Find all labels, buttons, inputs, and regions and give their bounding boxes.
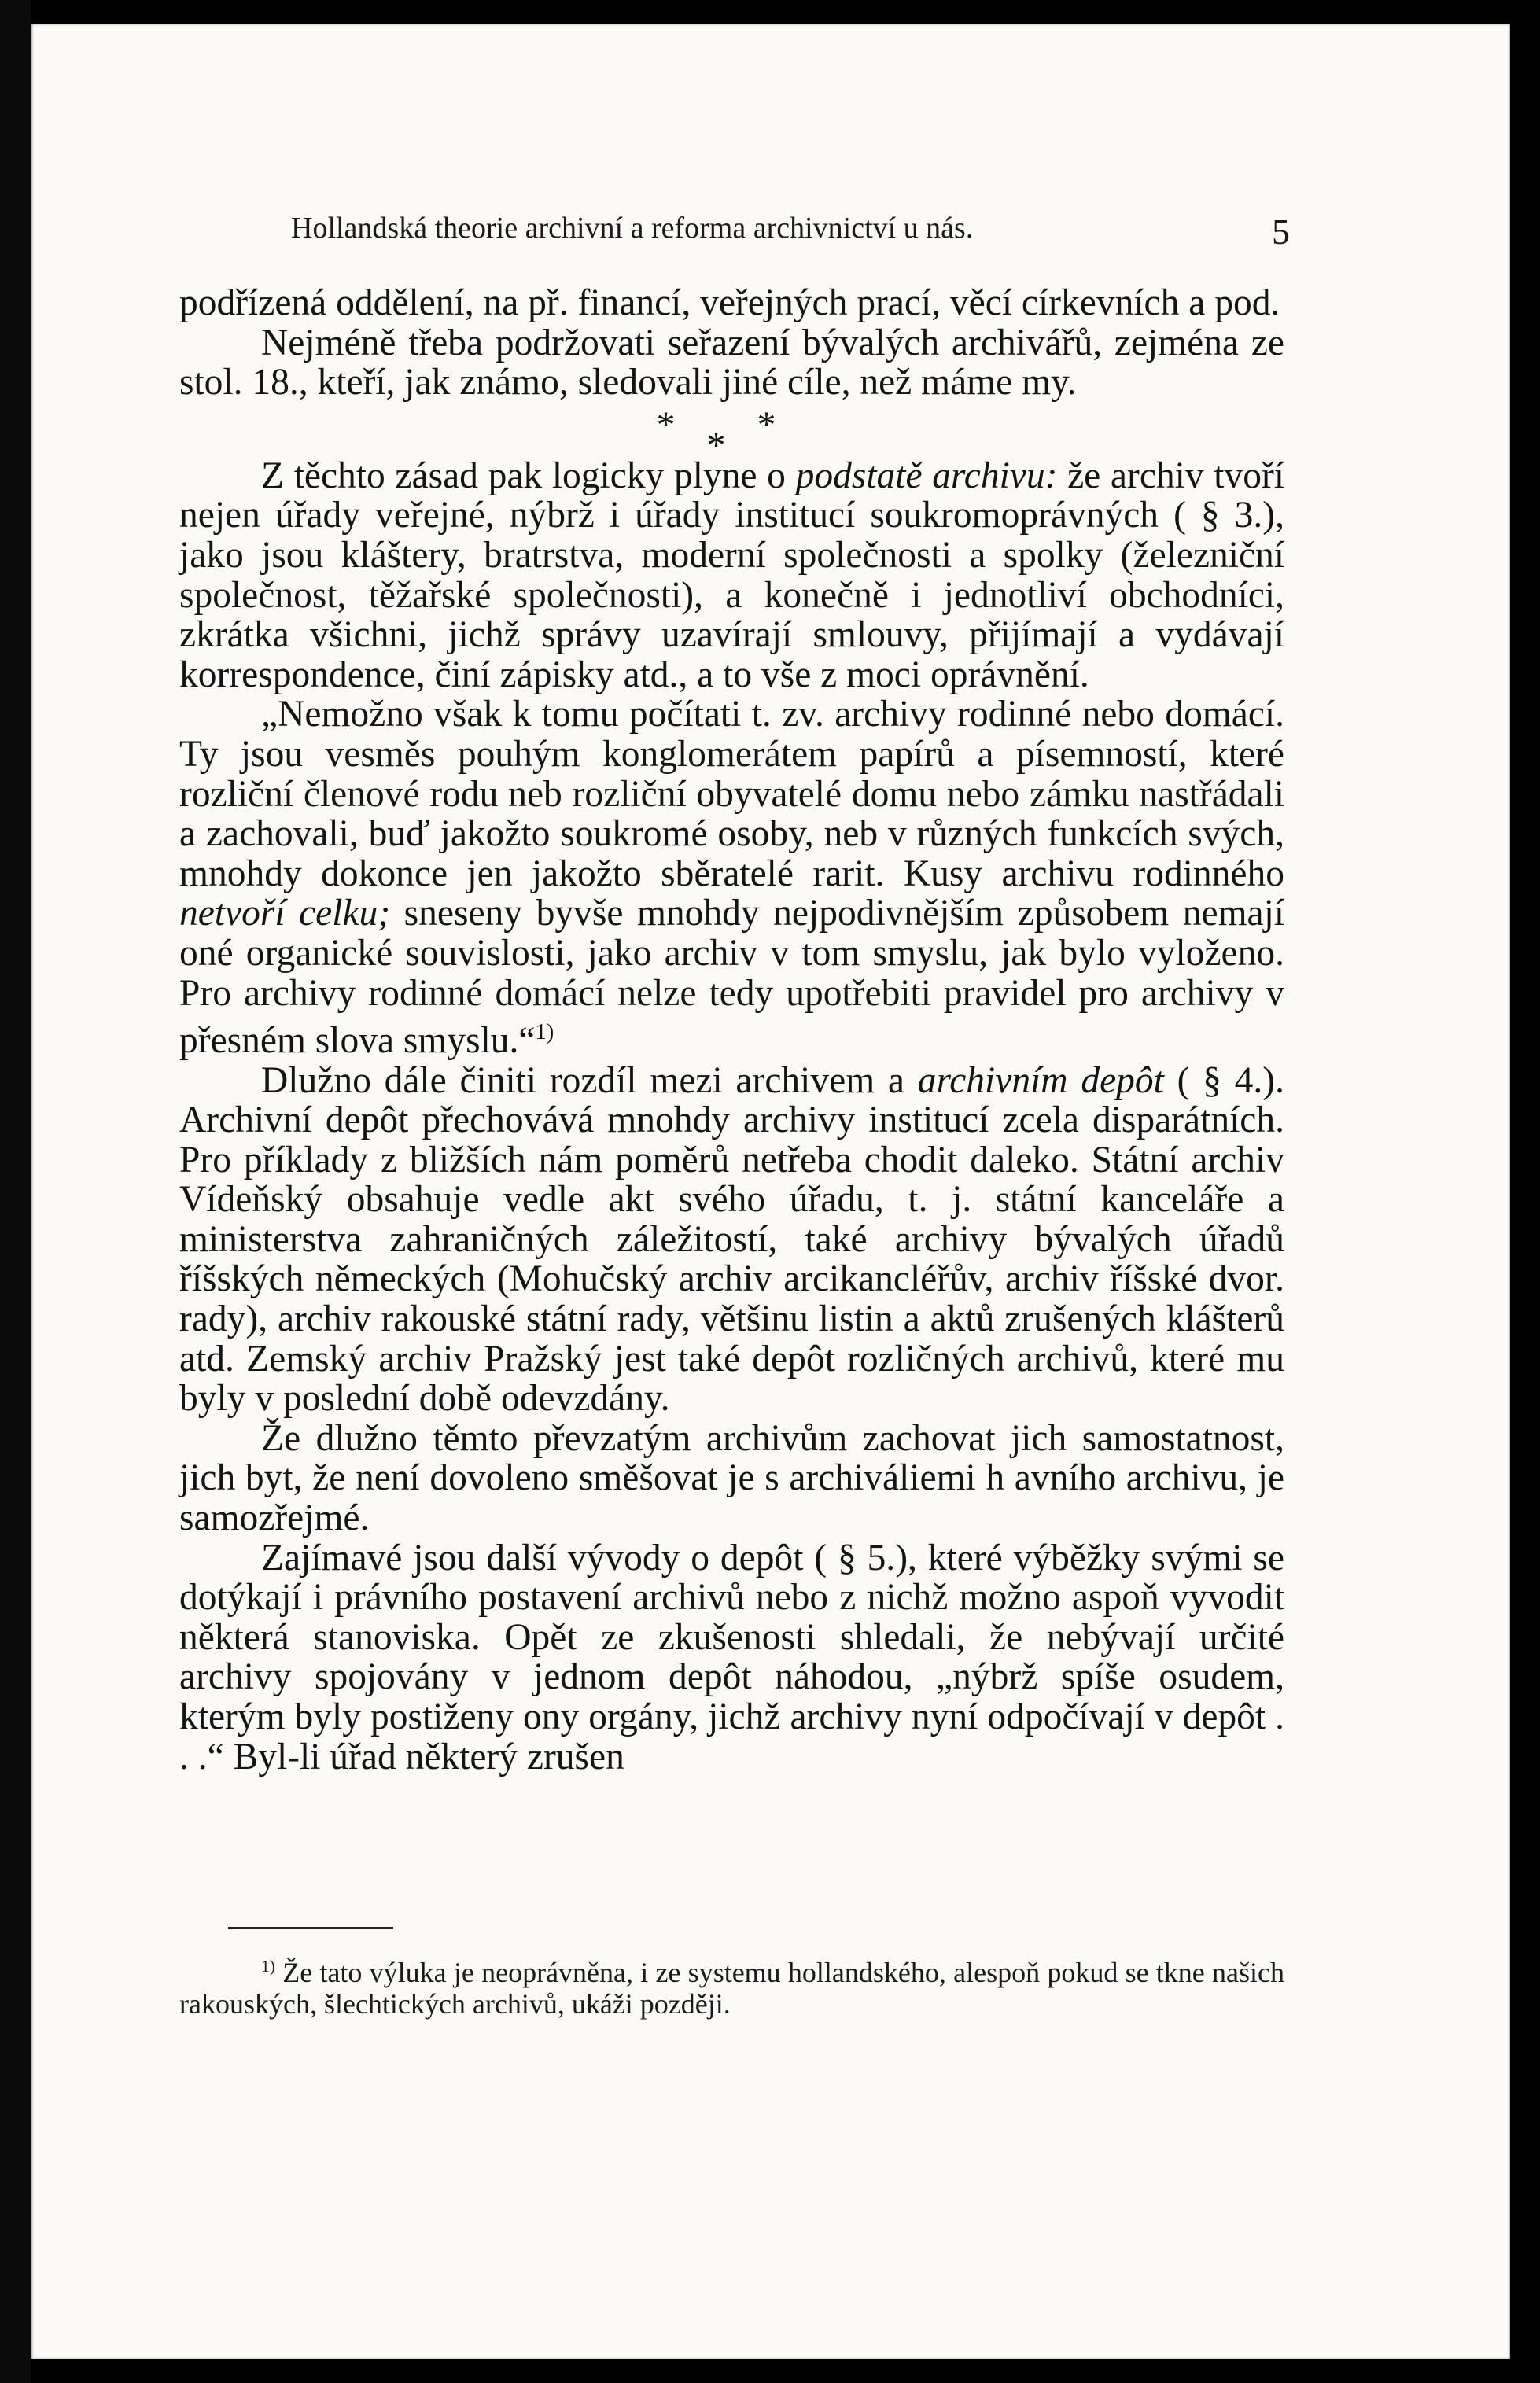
text-run: sneseny byvše mnohdy nejpodivnějším způsobem nemají oné organické souvislosti, jako archiv v tom smyslu, jak bylo vyloženo. Pro archivy rodinné domácí nelze tedy upotřebiti pravidel pro archivy v přesném slova smyslu.“ [179,893,1285,1061]
paragraph: Že dlužno těmto převzatým archivům zachovat jich samostatnost, jich byt, že není dovoleno směšovat je s archiváliemi h avního archivu, je samozřejmé. [179,1417,1284,1539]
scan-border [0,0,31,2383]
paragraph: Zajímavé jsou další výv‍ody o depôt ( § 5.), které výběžky svými se dotýkají i právního postavení archivů nebo z nichž možno aspoň vyvodit některá stanoviska. Opět ze zkušenosti shledali, že nebývají určité archivy spojovány v jednom depôt náhodou, „nýbrž spíše osudem, kterým byly postiženy ony orgány, jichž archivy nyní odpočívají v depôt . . .“ Byl-li úřad některý zrušen [179,1537,1284,1777]
page-number: 5 [1272,212,1290,252]
text-run: „Nemožno však k tomu počítati t. zv. archivy rodinné nebo domácí. Ty jsou vesměs pouhým konglomerátem papírů a písemností, které rozliční členové rodu neb rozliční obyvatelé domu nebo zámku nastřádali a zachovali, buď jakožto soukromé osoby, neb v různých funkcích svých, mnohdy dokonce jen jakožto sběratelé rarit. Kusy archivu rodinného [179,694,1284,894]
text-run: Z těchto zásad pak logicky plyne o [261,455,796,496]
text-run: Dlužno dále činiti rozdíl mezi archivem a [261,1059,918,1101]
footnote-ref: 1) [535,1020,554,1045]
footnote [179,1950,1284,2020]
emphasis: archivním depôt [917,1059,1164,1101]
footnote-text: Že tato výluka je neoprávněna, i ze systemu hollandského, alespoň pokud se tkne našich rakouských, šlechtických archivů, ukáži později. [179,1957,1284,2020]
main-text [179,283,1284,1777]
running-header [291,211,1290,252]
section-separator [179,403,1284,466]
separator-star: * [656,403,707,446]
footnote-rule [228,1927,393,1929]
paragraph [179,694,1284,1060]
paragraph: Nejméně třeba podržovati seřazení bývalých archivářů, zejména ze stol. 18., kteří, jak známo, sledovali jiné cíle, než máme my. [179,322,1284,403]
footnote-mark: 1) [261,1957,275,1976]
text-run: že archiv tvoří nejen úřady veřejné, nýbrž i úřady institucí soukromoprávných ( § 3.), jako jsou kláštery, bratrstva, moderní společnosti a spolky (železniční společnost, těžařské společnosti), a konečně i jednotliví obchodníci, zkrátka všichni, jichž správy uzavírají smlouvy, přijímají a vydávají korrespondence, činí zápisky atd., a to vše z moci oprávnění. [179,455,1284,695]
paragraph [179,456,1284,695]
separator-star: * [706,424,757,466]
emphasis: podstatě archivu: [795,455,1058,496]
paragraph [179,1061,1284,1419]
running-title: Hollandská theorie archivní a reforma archivnictví u nás. [291,212,974,245]
emphasis: netvoří celku; [179,893,391,934]
paragraph: podřízená oddělení, na př. financí, veřejných prací, věcí církevních a pod. [179,282,1280,323]
separator-star: * [757,403,808,446]
text-run: ( § 4.). Archivní depôt přechovává mnohdy archivy institucí zcela disparátních. Pro příklady z bližších nám poměrů netřeba chodit daleko. Státní archiv Vídeňský obsahuje vedle akt svého úřadu, t. j. státní kanceláře a ministerstva zahraničných záležitostí, také archivy bývalých úřadů říšských německých (Mohučský archiv arcikancléřův, archiv říšské dvor. rady), archiv rakouské státní rady, většinu listin a aktů zrušených klášterů atd. Zemský archiv Pražský jest také depôt rozličných archivů, které mu byly v poslední době odevzdány. [179,1059,1284,1420]
